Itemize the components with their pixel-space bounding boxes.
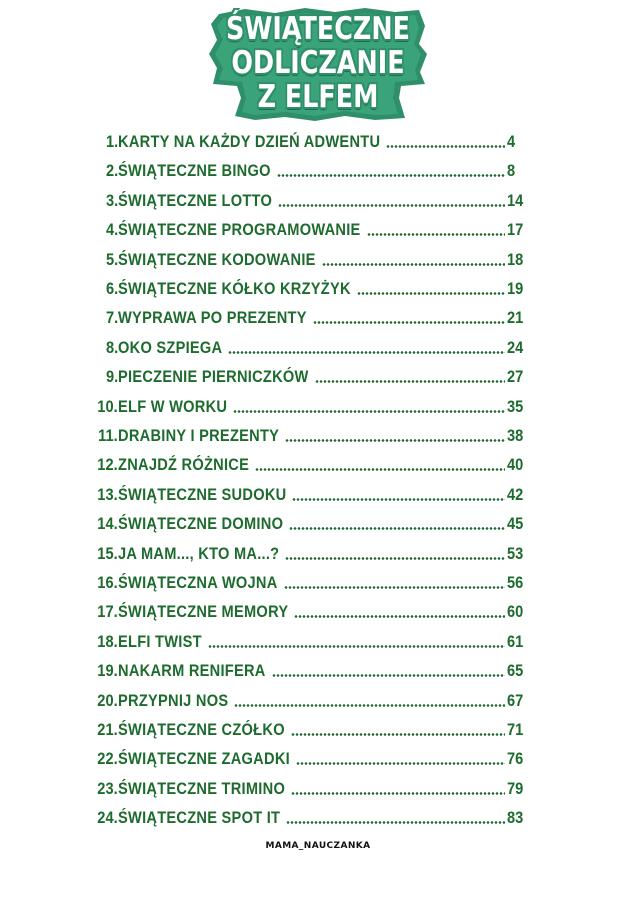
toc-entry-number: 23.: [97, 778, 118, 798]
toc-entry: [0, 747, 636, 771]
toc-entry-number: 18.: [97, 631, 118, 651]
toc-entry-leader-dots: [285, 557, 505, 560]
toc-entry: [0, 218, 636, 242]
toc-entry-leader-dots: [291, 733, 505, 736]
toc-entry: [0, 365, 636, 389]
toc-entry-number: 16.: [97, 573, 118, 592]
toc-entry-page-number: 27: [507, 367, 524, 387]
title-line-3: Z ELFEM: [257, 79, 379, 115]
toc-entry-page-number: 24: [507, 337, 524, 357]
toc-entry-number: 22.: [97, 749, 118, 769]
toc-entry-number: 8.: [105, 337, 118, 357]
toc-entry-page-number: 18: [507, 249, 524, 269]
toc-entry-title: WYPRAWA PO PREZENTY: [118, 308, 307, 328]
title-line-2: ODLICZANIE: [231, 45, 405, 81]
toc-entry: [0, 600, 636, 624]
toc-entry: [0, 277, 636, 301]
toc-entry-number: 15.: [97, 543, 118, 563]
toc-entry-page-number: 8: [507, 161, 516, 181]
toc-entry-title: ŚWIĄTECZNE KODOWANIE: [118, 249, 316, 269]
toc-entry-number: 10.: [97, 396, 118, 416]
toc-entry-leader-dots: [357, 292, 505, 295]
toc-entry: [0, 336, 636, 360]
toc-entry-page-number: 60: [507, 602, 524, 622]
toc-entry-page-number: 67: [507, 690, 524, 710]
toc-entry-leader-dots: [294, 615, 505, 618]
toc-entry-leader-dots: [208, 645, 505, 648]
footer-credit: MAMA_NAUCZANKA: [265, 841, 371, 851]
toc-entry-number: 2.: [105, 161, 118, 181]
toc-entry-page-number: 4: [507, 132, 516, 151]
toc-entry-leader-dots: [322, 263, 505, 266]
toc-entry: [0, 806, 636, 830]
toc-entry-number: 1.: [105, 132, 118, 151]
toc-entry-leader-dots: [286, 821, 505, 824]
toc-entry-title: ŚWIĄTECZNE SPOT IT: [118, 808, 281, 828]
toc-entry: [0, 718, 636, 742]
toc-entry-number: 5.: [105, 249, 118, 269]
toc-entry: [0, 512, 636, 536]
toc-entry-number: 9.: [105, 367, 118, 387]
toc-entry-page-number: 21: [507, 308, 524, 328]
toc-entry-title: PIECZENIE PIERNICZKÓW: [118, 367, 309, 387]
toc-entry-title: ŚWIĄTECZNE TRIMINO: [118, 778, 286, 798]
toc-entry-number: 20.: [97, 690, 118, 710]
title-line-1: ŚWIĄTECZNE: [226, 11, 410, 47]
toc-entry-leader-dots: [285, 439, 505, 442]
toc-entry-page-number: 83: [507, 808, 524, 828]
toc-entry-title: ELF W WORKU: [118, 396, 228, 416]
toc-entry-number: 17.: [97, 602, 118, 622]
toc-entry-page-number: 19: [507, 279, 524, 298]
toc-entry-number: 6.: [105, 279, 118, 298]
toc-entry: [0, 189, 636, 213]
toc-entry-leader-dots: [284, 586, 505, 589]
toc-entry-leader-dots: [386, 145, 505, 148]
toc-entry-number: 11.: [98, 426, 118, 445]
toc-entry: [0, 248, 636, 272]
toc-entry-title: ŚWIĄTECZNE SUDOKU: [118, 484, 287, 504]
toc-entry-leader-dots: [255, 468, 505, 471]
toc-entry: [0, 542, 636, 566]
toc-entry: [0, 689, 636, 713]
toc-entry-leader-dots: [289, 527, 505, 530]
toc-entry-title: KARTY NA KAŻDY DZIEŃ ADWENTU: [118, 132, 381, 151]
toc-entry: [0, 130, 636, 154]
toc-entry-title: ZNAJDŹ RÓŻNICE: [118, 455, 250, 475]
toc-entry-title: NAKARM RENIFERA: [118, 661, 266, 681]
toc-entry-title: ŚWIĄTECZNE CZÓŁKO: [118, 720, 285, 739]
toc-entry-page-number: 65: [507, 661, 524, 681]
toc-entry-leader-dots: [296, 762, 505, 765]
toc-entry-title: ŚWIĄTECZNE ZAGADKI: [118, 749, 290, 769]
toc-entry-leader-dots: [313, 321, 505, 324]
toc-entry-leader-dots: [367, 233, 505, 236]
toc-entry: [0, 424, 636, 448]
toc-entry-page-number: 76: [507, 749, 524, 769]
toc-entry-title: DRABINY I PREZENTY: [118, 426, 280, 445]
toc-entry-leader-dots: [272, 674, 505, 677]
toc-entry: [0, 453, 636, 477]
toc-entry-title: ŚWIĄTECZNE BINGO: [118, 161, 271, 181]
toc-entry-page-number: 42: [507, 484, 524, 504]
toc-entry-number: 19.: [97, 661, 118, 681]
toc-entry-number: 21.: [97, 720, 118, 739]
title-header: [0, 6, 636, 124]
toc-entry-page-number: 35: [507, 396, 524, 416]
toc-entry-number: 14.: [97, 514, 118, 534]
toc-entry-title: ŚWIĄTECZNE DOMINO: [118, 514, 284, 534]
toc-entry-leader-dots: [234, 704, 505, 707]
toc-entry-leader-dots: [277, 174, 505, 177]
toc-entry-title: OKO SZPIEGA: [118, 337, 223, 357]
toc-entry-page-number: 71: [507, 720, 524, 739]
toc-entry-leader-dots: [292, 498, 505, 501]
toc-entry-leader-dots: [228, 351, 505, 354]
toc-entry-page-number: 53: [507, 543, 524, 563]
toc-entry: [0, 395, 636, 419]
toc-entry: [0, 659, 636, 683]
toc-entry-number: 12.: [97, 455, 118, 475]
toc-entry-title: ŚWIĄTECZNE LOTTO: [118, 190, 273, 210]
toc-entry-number: 4.: [105, 220, 118, 240]
toc-entry-page-number: 45: [507, 514, 524, 534]
toc-entry: [0, 777, 636, 801]
toc-entry-title: JA MAM..., KTO MA...?: [118, 543, 280, 563]
toc-entry-page-number: 40: [507, 455, 524, 475]
toc-entry-number: 13.: [97, 484, 118, 504]
toc-entry-title: ŚWIĄTECZNE KÓŁKO KRZYŻYK: [118, 279, 351, 298]
toc-entry-leader-dots: [233, 410, 505, 413]
toc-entry-leader-dots: [278, 204, 505, 207]
toc-entry: [0, 306, 636, 330]
toc-entry: [0, 630, 636, 654]
toc-entry-title: ELFI TWIST: [118, 631, 202, 651]
toc-entry-page-number: 17: [507, 220, 524, 240]
toc-entry-number: 7.: [105, 308, 118, 328]
toc-entry: [0, 483, 636, 507]
toc-entry-number: 24.: [97, 808, 118, 828]
toc-entry-leader-dots: [291, 792, 505, 795]
toc-entry-number: 3.: [105, 190, 118, 210]
toc-entry: [0, 159, 636, 183]
toc-entry-leader-dots: [315, 380, 505, 383]
toc-entry-page-number: 56: [507, 573, 524, 592]
toc-entry-title: ŚWIĄTECZNA WOJNA: [118, 573, 278, 592]
toc-entry-page-number: 61: [507, 631, 524, 651]
toc-entry-title: ŚWIĄTECZNE MEMORY: [118, 602, 289, 622]
title-badge: [205, 6, 431, 124]
toc-entry-title: PRZYPNIJ NOS: [118, 690, 229, 710]
toc-entry: [0, 571, 636, 595]
toc-entry-page-number: 14: [507, 190, 524, 210]
toc-entry-page-number: 38: [507, 426, 524, 445]
toc-entry-page-number: 79: [507, 778, 524, 798]
toc-entry-title: ŚWIĄTECZNE PROGRAMOWANIE: [118, 220, 361, 240]
